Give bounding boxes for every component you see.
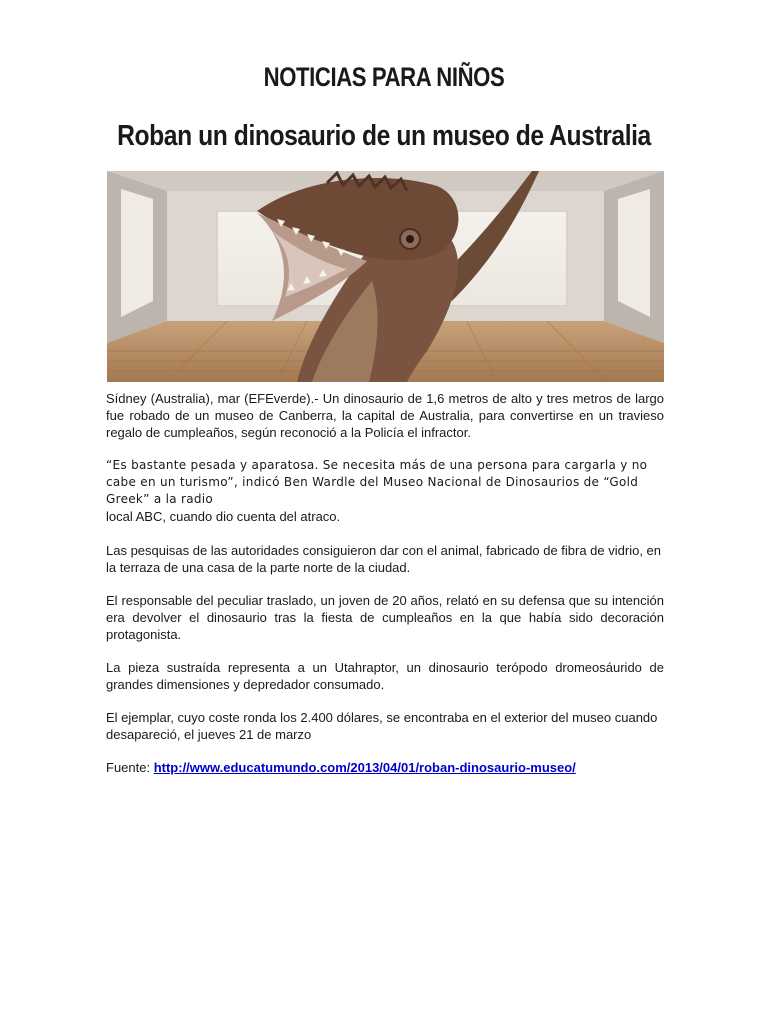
section-title: NOTICIAS PARA NIÑOS xyxy=(263,62,505,92)
quote-text: “Es bastante pesada y aparatosa. Se necesita más de una persona para cargarla y no cabe en un turismo”, indicó Ben Wardle del Museo Nacional de Dinosaurios de “Gold Greek” a la radio xyxy=(106,458,648,506)
dinosaur-photo xyxy=(107,171,664,382)
source-line xyxy=(106,759,664,776)
article-body xyxy=(106,390,664,792)
source-label: Fuente: xyxy=(106,760,154,775)
paragraph-6: El ejemplar, cuyo coste ronda los 2.400 dólares, se encontraba en el exterior del museo cuando desapareció, el jueves 21 de marzo xyxy=(106,710,658,742)
paragraph-4: El responsable del peculiar traslado, un joven de 20 años, relató en su defensa que su intención era devolver el dinosaurio tras la fiesta de cumpleaños en la que había sido decoración protagonista. xyxy=(106,593,664,642)
paragraph-5: La pieza sustraída representa a un Utahraptor, un dinosaurio terópodo dromeosáurido de grandes dimensiones y depredador consumado. xyxy=(106,660,664,692)
article-headline: Roban un dinosaurio de un museo de Australia xyxy=(117,120,651,152)
paragraph-1: Sídney (Australia), mar (EFEverde).- Un dinosaurio de 1,6 metros de alto y tres metros de largo fue robado de un museo de Canberra, la capital de Australia, para convertirse en un travieso regalo de cumpleaños, según reconoció a la Policía el infractor. xyxy=(106,391,664,440)
paragraph-3: Las pesquisas de las autoridades consiguieron dar con el animal, fabricado de fibra de vidrio, en la terraza de una casa de la parte norte de la ciudad. xyxy=(106,543,662,575)
source-link[interactable]: http://www.educatumundo.com/2013/04/01/roban-dinosaurio-museo/ xyxy=(153,760,576,775)
quote-continuation: local ABC, cuando dio cuenta del atraco. xyxy=(106,509,341,524)
paragraph-2 xyxy=(106,457,664,526)
